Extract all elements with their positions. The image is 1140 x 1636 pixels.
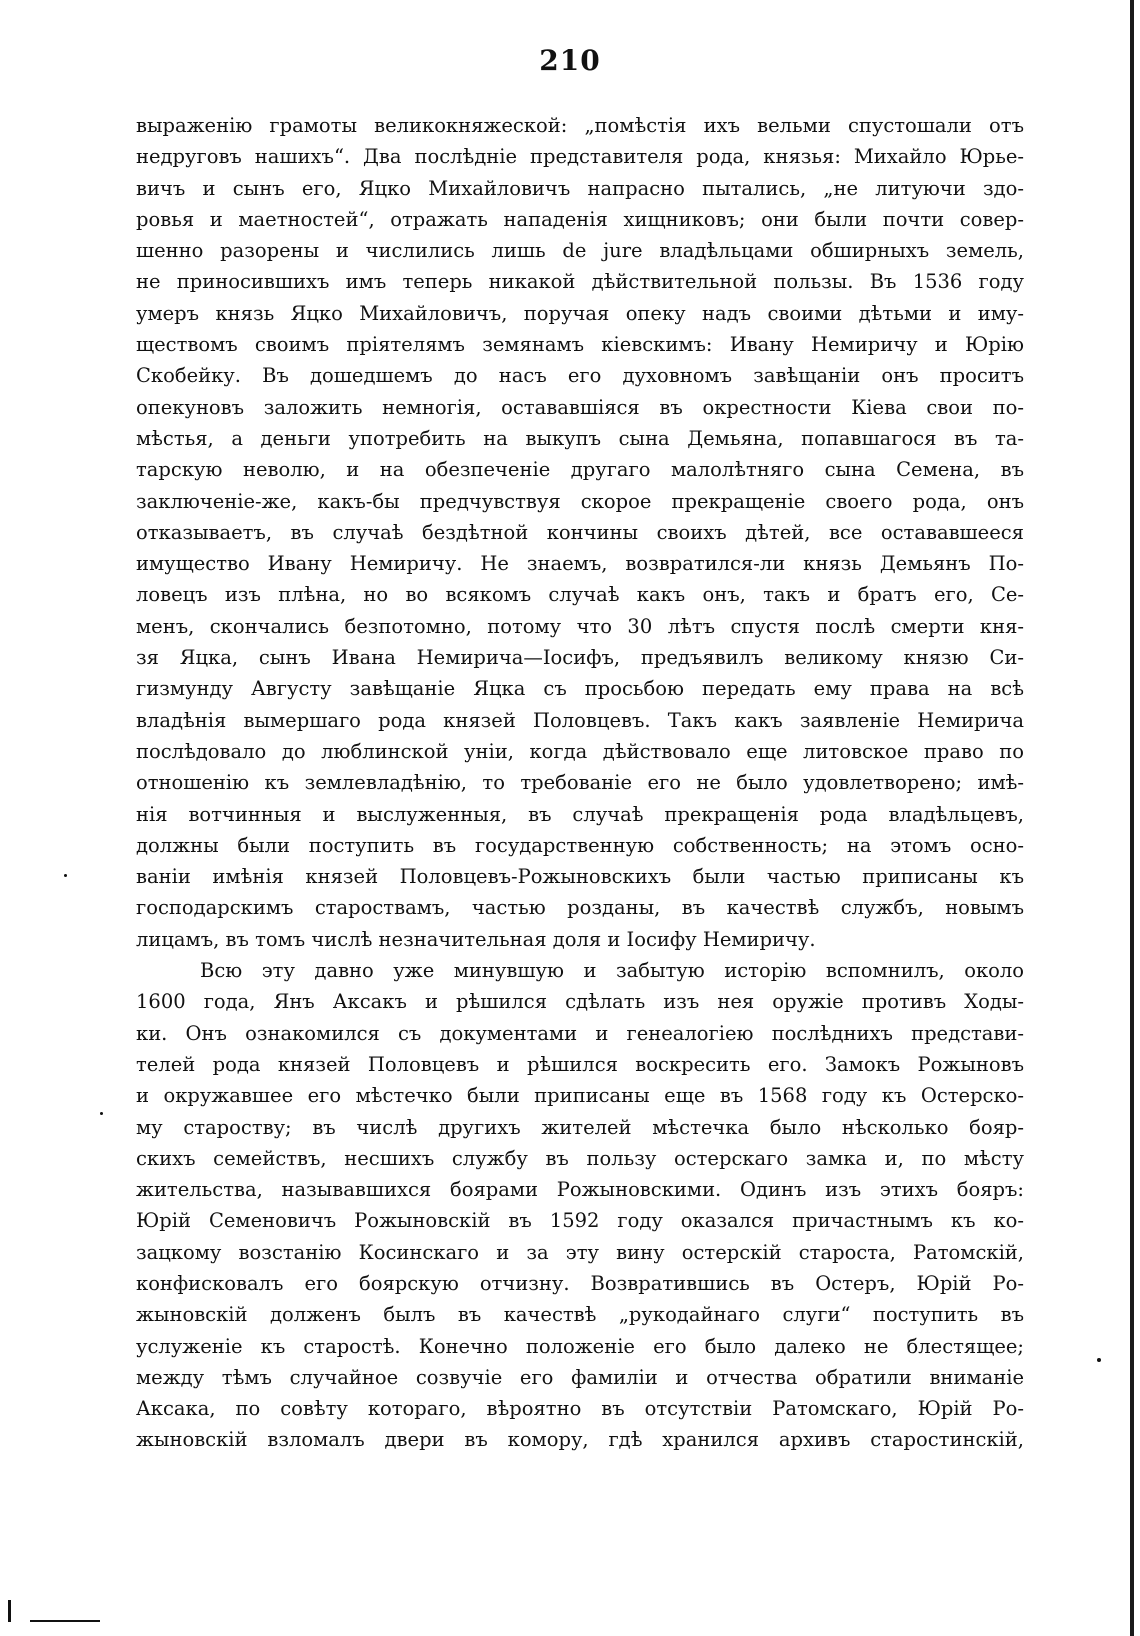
body-text [136, 110, 1024, 1456]
paragraph-start-line: Всю эту давно уже минувшую и забытую исторію вспомнилъ, около [200, 959, 1024, 983]
text-line: ки. Онъ ознакомился съ документами и генеалогіею послѣднихъ представи- [136, 1021, 1024, 1045]
page-edge-border [1130, 0, 1134, 1636]
scan-speck [64, 874, 67, 877]
text-line: отношенію къ землевладѣнію, то требованіе его не было удовлетворено; имѣ- [136, 771, 1024, 795]
text-line: отказываетъ, въ случаѣ бездѣтной кончины своихъ дѣтей, все остававшееся [136, 520, 1024, 544]
text-line: ваніи имѣнія князей Половцевъ-Рожыновскихъ были частью приписаны къ [136, 865, 1024, 889]
text-line: выраженію грамоты великокняжеской: „помѣстія ихъ вельми спустошали отъ [136, 114, 1024, 137]
text-line: ловецъ изъ плѣна, но во всякомъ случаѣ какъ онъ, такъ и братъ его, Се- [136, 583, 1024, 607]
text-line: господарскимъ староствамъ, частью розданы, въ качествѣ службъ, новымъ [136, 896, 1024, 920]
text-line: недруговъ нашихъ“. Два послѣдніе представителя рода, князья: Михайло Юрье- [136, 145, 1024, 169]
paragraph-end-line: лицамъ, въ томъ числѣ незначительная доля и Іосифу Немиричу. [136, 927, 816, 951]
text-line: вичъ и сынъ его, Яцко Михайловичъ напрасно пытались, „не литуючи здо- [136, 176, 1024, 200]
text-line: умеръ князь Яцко Михайловичъ, поручая опеку надъ своими дѣтьми и иму- [136, 301, 1024, 325]
text-line: зя Яцка, сынъ Ивана Немирича—Іосифъ, предъявилъ великому князю Си- [136, 646, 1024, 670]
text-line: зацкому возстанію Косинскаго и за эту вину остерскій староста, Ратомскій, [136, 1240, 1024, 1264]
text-line: 1600 года, Янъ Аксакъ и рѣшился сдѣлать изъ нея оружіе противъ Ходы- [136, 990, 1024, 1014]
text-line: имущество Ивану Немиричу. Не знаемъ, возвратился-ли князь Демьянъ По- [136, 552, 1024, 576]
text-line: Скобейку. Въ дошедшемъ до насъ его духовномъ завѣщаніи онъ проситъ [136, 364, 1024, 388]
text-line: нія вотчинныя и выслуженныя, въ случаѣ прекращенія рода владѣльцевъ, [136, 802, 1024, 826]
text-line: опекуновъ заложить немногія, остававшіяся въ окрестности Кіева свои по- [136, 395, 1024, 419]
text-line: Юрій Семеновичъ Рожыновскій въ 1592 году оказался причастнымъ къ ко- [136, 1209, 1024, 1233]
text-line: ровья и маетностей“, отражать нападенія хищниковъ; они были почти совер- [136, 207, 1024, 231]
text-line: послѣдовало до люблинской уніи, когда дѣйствовало еще литовское право по [136, 739, 1024, 763]
text-line: телей рода князей Половцевъ и рѣшился воскресить его. Замокъ Рожыновъ [136, 1052, 1024, 1076]
text-line: не приносившихъ имъ теперь никакой дѣйствительной пользы. Въ 1536 году [136, 270, 1024, 294]
text-line: жительства, называвшихся боярами Рожыновскими. Одинъ изъ этихъ бояръ: [136, 1178, 1024, 1202]
text-line: заключеніе-же, какъ-бы предчувствуя скорое прекращеніе своего рода, онъ [136, 489, 1024, 513]
scan-speck [100, 1112, 103, 1115]
text-line: должны были поступить въ государственную собственность; на этомъ осно- [136, 833, 1024, 857]
page-number: 210 [539, 44, 601, 77]
text-line: ществомъ своимъ пріятелямъ земянамъ кіевскимъ: Ивану Немиричу и Юрію [136, 333, 1024, 357]
text-line: менъ, скончались безпотомно, потому что 30 лѣтъ спустя послѣ смерти кня- [136, 614, 1024, 638]
text-line: шенно разорены и числились лишь de jure владѣльцами обширныхъ земель, [136, 239, 1024, 263]
text-line: мѣстья, а деньги употребить на выкупъ сына Демьяна, попавшагося въ та- [136, 426, 1024, 450]
text-line: тарскую неволю, и на обезпеченіе другаго малолѣтняго сына Семена, въ [136, 458, 1024, 482]
text-line: Аксака, по совѣту котораго, вѣроятно въ отсутствіи Ратомскаго, Юрій Ро- [136, 1397, 1024, 1421]
text-line: конфисковалъ его боярскую отчизну. Возвратившись въ Остеръ, Юрій Ро- [136, 1271, 1024, 1295]
scan-margin-line [30, 1620, 100, 1622]
text-line: услуженіе къ старостѣ. Конечно положеніе его было далеко не блестящее; [136, 1334, 1024, 1358]
text-line: жыновскій долженъ былъ въ качествѣ „рукодайнаго слуги“ поступить въ [136, 1303, 1024, 1327]
text-line: владѣнія вымершаго рода князей Половцевъ. Такъ какъ заявленіе Немирича [136, 708, 1024, 732]
text-line: между тѣмъ случайное созвучіе его фамиліи и отчества обратили вниманіе [136, 1365, 1024, 1389]
text-line: и окружавшее его мѣстечко были приписаны еще въ 1568 году къ Остерско- [136, 1084, 1024, 1108]
scan-speck [1097, 1358, 1101, 1362]
text-line: му староству; въ числѣ другихъ жителей мѣстечка было нѣсколько бояр- [136, 1115, 1024, 1139]
scan-margin-tick [8, 1600, 11, 1622]
text-line: скихъ семействъ, несшихъ службу въ пользу остерскаго замка и, по мѣсту [136, 1146, 1024, 1170]
text-line: жыновскій взломалъ двери въ комору, гдѣ хранился архивъ старостинскій, [136, 1428, 1024, 1452]
text-line: гизмунду Августу завѣщаніе Яцка съ просьбою передать ему права на всѣ [136, 677, 1024, 701]
